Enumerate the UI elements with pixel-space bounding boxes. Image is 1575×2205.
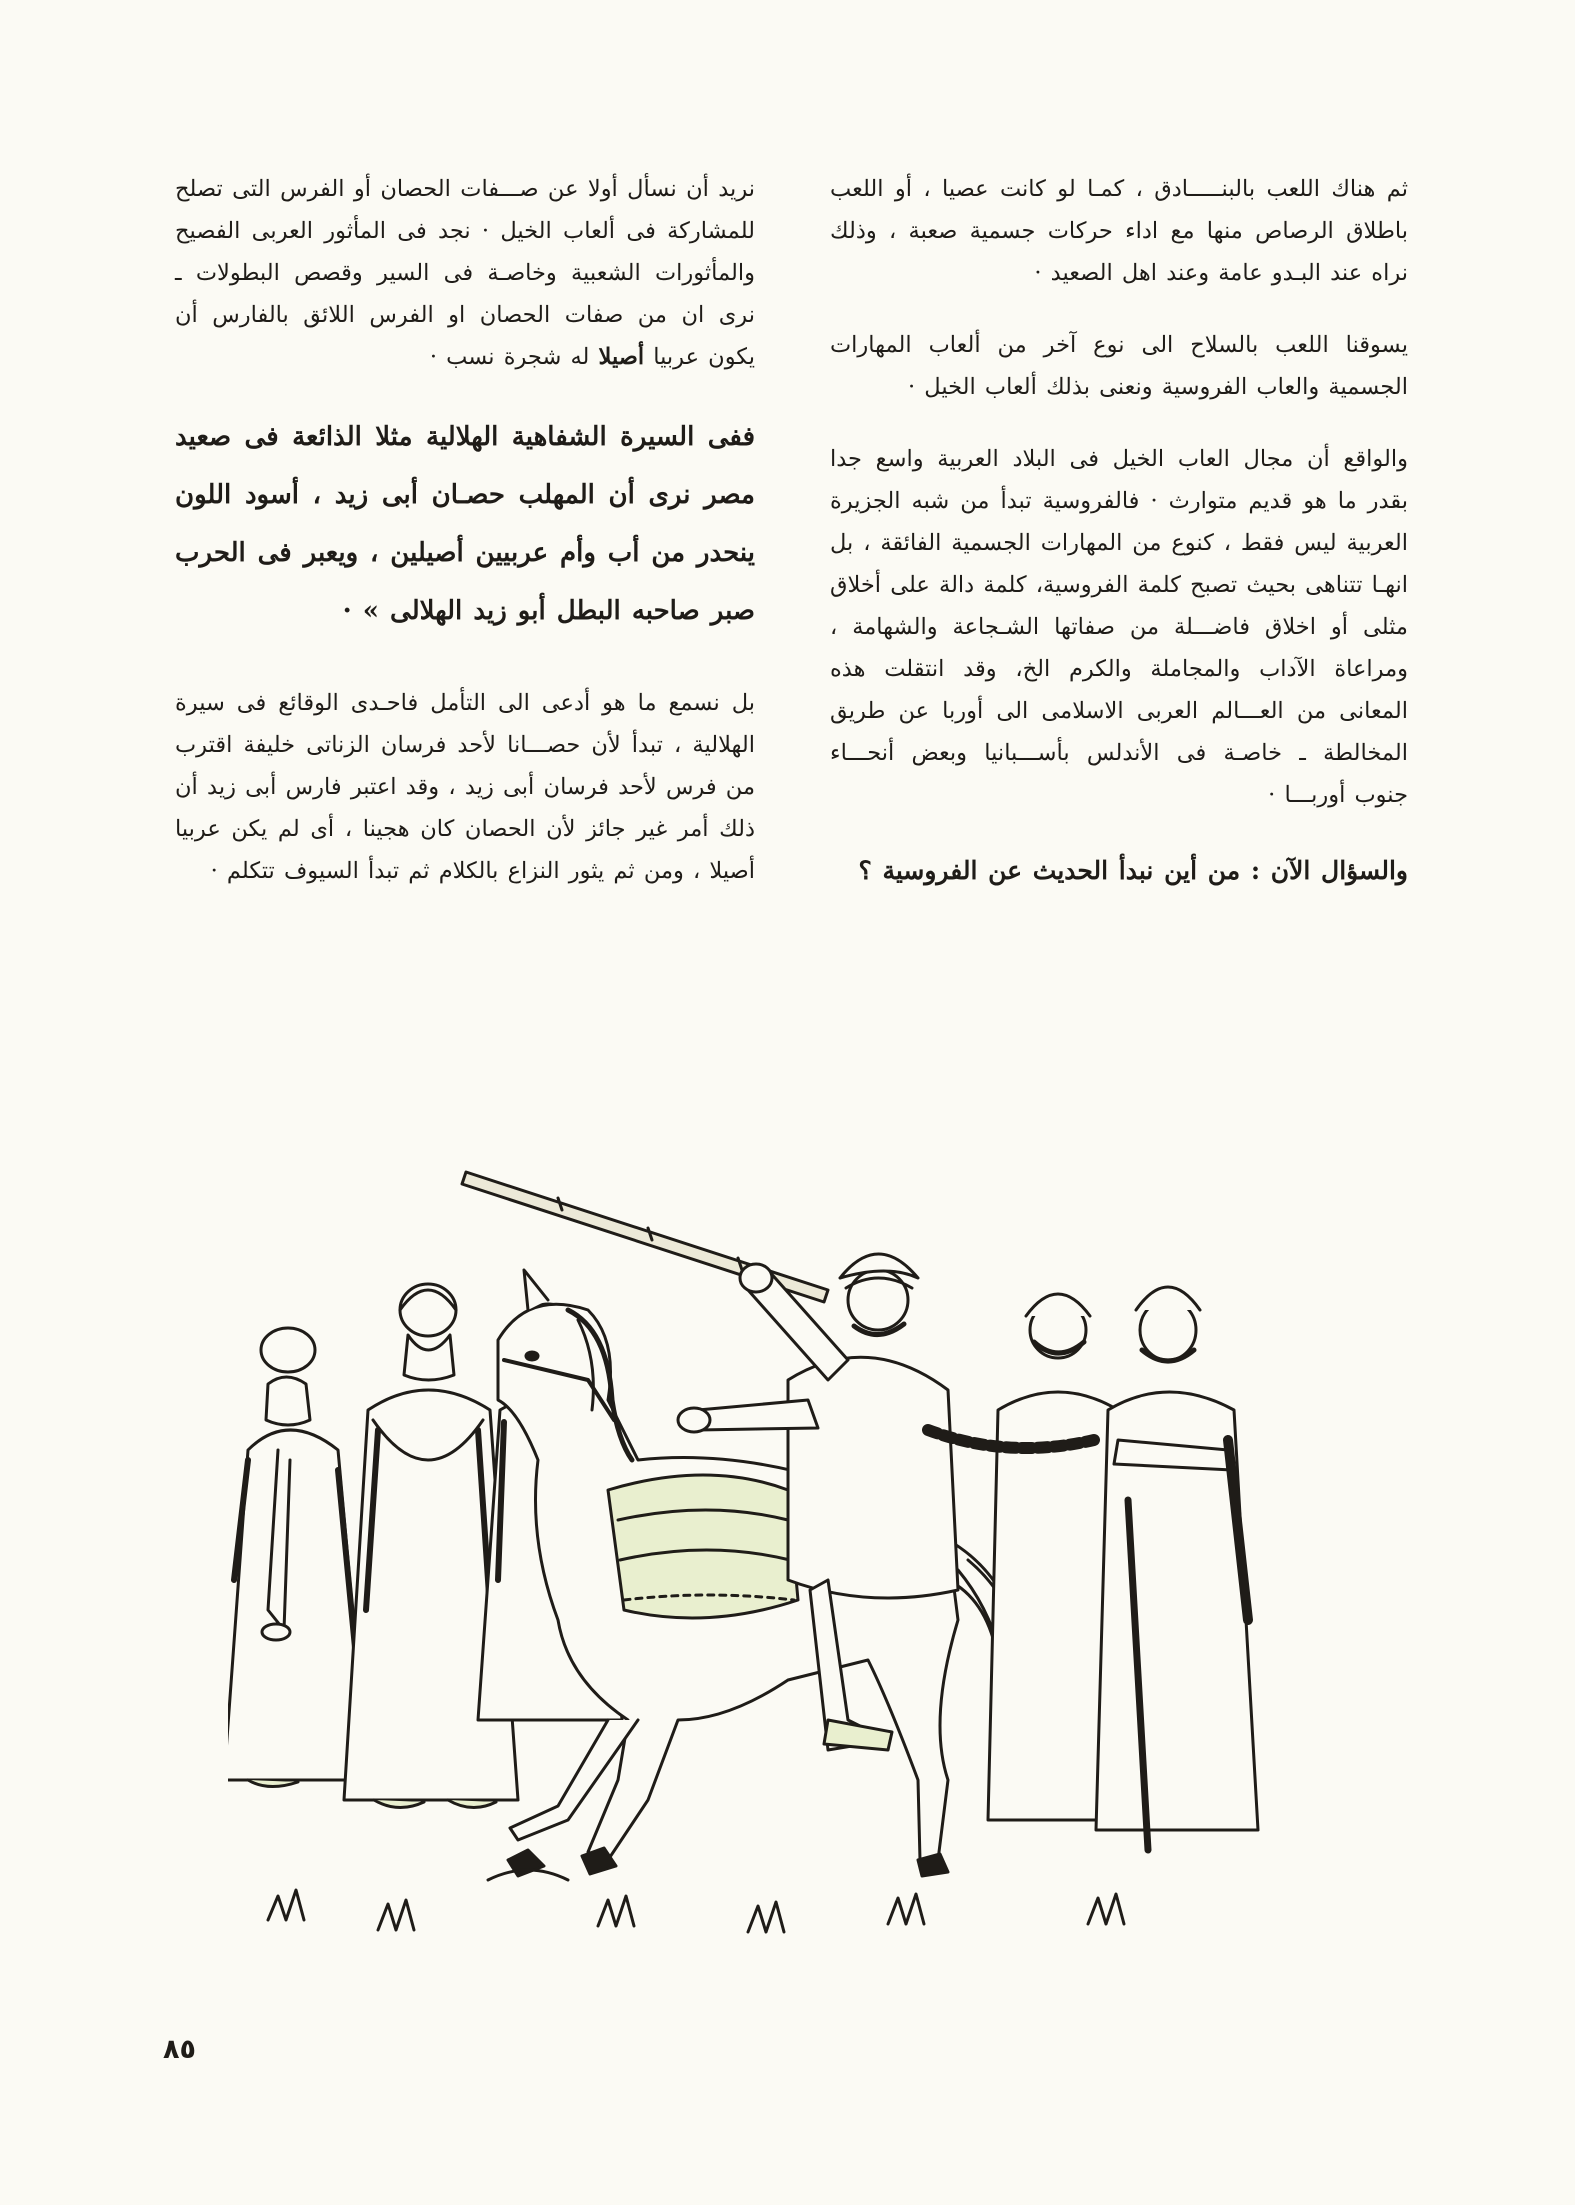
paragraph-rifle-games: ثم هناك اللعب بالبنـــــادق ، كمـا لو كانت عصيا ، أو اللعب باطلاق الرصاص منها مع اداء حركات جسمية صعبة ، وذلك نراه عند البـدو عامة وعند اهل الصعيد ·: [830, 176, 1408, 286]
right-text-column: [830, 168, 1408, 926]
left-text-column: [175, 168, 755, 922]
paragraph-zanati-story: بل نسمع ما هو أدعى الى التأمل فاحـدى الوقائع فى سيرة الهلالية ، تبدأ لأن حصـــانا لأحد فرسان الزناتى خليفة اقترب من فرس لأحد فرسان أبى زيد ، وقد اعتبر فارس أبى زيد أن ذلك أمر غير جائز لأن الحصان كان هجينا ، أى لم يكن عربيا أصيلا ، ومن ثم يثور النزاع بالكلام ثم تبدأ السيوف تتكلم ·: [175, 690, 755, 884]
horseman-crowd-illustration: [228, 1160, 1358, 1980]
paragraph-horse-games: والواقع أن مجال العاب الخيل فى البلاد العربية واسع جدا بقدر ما هو قديم متوارث · فالفروسية تبدأ من شبه الجزيرة العربية ليس فقط ، كنوع من المهارات الجسمية الفائقة ، بل انهـا تتناهى بحيث تصبح كلمة الفروسية، كلمة دالة على أخلاق مثلى أو اخلاق فاضـــلة من صفاتها الشـجاعة والشهامة ، ومراعاة الآداب والمجاملة والكرم الخ، وقد انتقلت هذه المعانى من العـــالم العربى الاسلامى الى أوربا عن طريق المخالطة ـ خاصـة فى الأندلس بأســـبانيا وبعض أنحـــاء جنوب أوربـــا ·: [830, 446, 1408, 808]
standing-man-trumpeter: [228, 1328, 368, 1787]
question-heading: والسؤال الآن : من أين نبدأ الحديث عن الفروسية ؟: [858, 856, 1408, 885]
paragraph-horse-qualities: [175, 168, 755, 378]
standing-man-turban-right-2: [1096, 1287, 1258, 1850]
paragraph-weapon-games: يسوقنا اللعب بالسلاح الى نوع آخر من ألعاب المهارات الجسمية والعاب الفروسية ونعنى بذلك ألعاب الخيل ·: [830, 332, 1408, 400]
asil-bold-word: أصيلا: [598, 344, 645, 370]
horse-qualities-text: نريد أن نسأل أولا عن صـــفات الحصان أو الفرس التى تصلح للمشاركة فى ألعاب الخيل · نجد فى المأثور العربى الفصيح والمأثورات الشعبية وخاصـة فى السير وقصص البطولات ـ نرى ان من صفات الحصان او الفرس اللائق بالفارس أن يكون عربيا: [175, 176, 755, 370]
hilali-epic-paragraph: ففى السيرة الشفاهية الهلالية مثلا الذائعة فى صعيد مصر نرى أن المهلب حصـان أبى زيد ، أسود اللون ينحدر من أب وأم عربيين أصيلين ، ويعبر فى الحرب صبر صاحبه البطل أبو زيد الهلالى » ·: [175, 422, 755, 626]
ground-grass: [268, 1870, 1124, 1932]
horse-qualities-end: له شجرة نسب ·: [429, 344, 590, 370]
page-number: ٨٥: [163, 2034, 196, 2065]
